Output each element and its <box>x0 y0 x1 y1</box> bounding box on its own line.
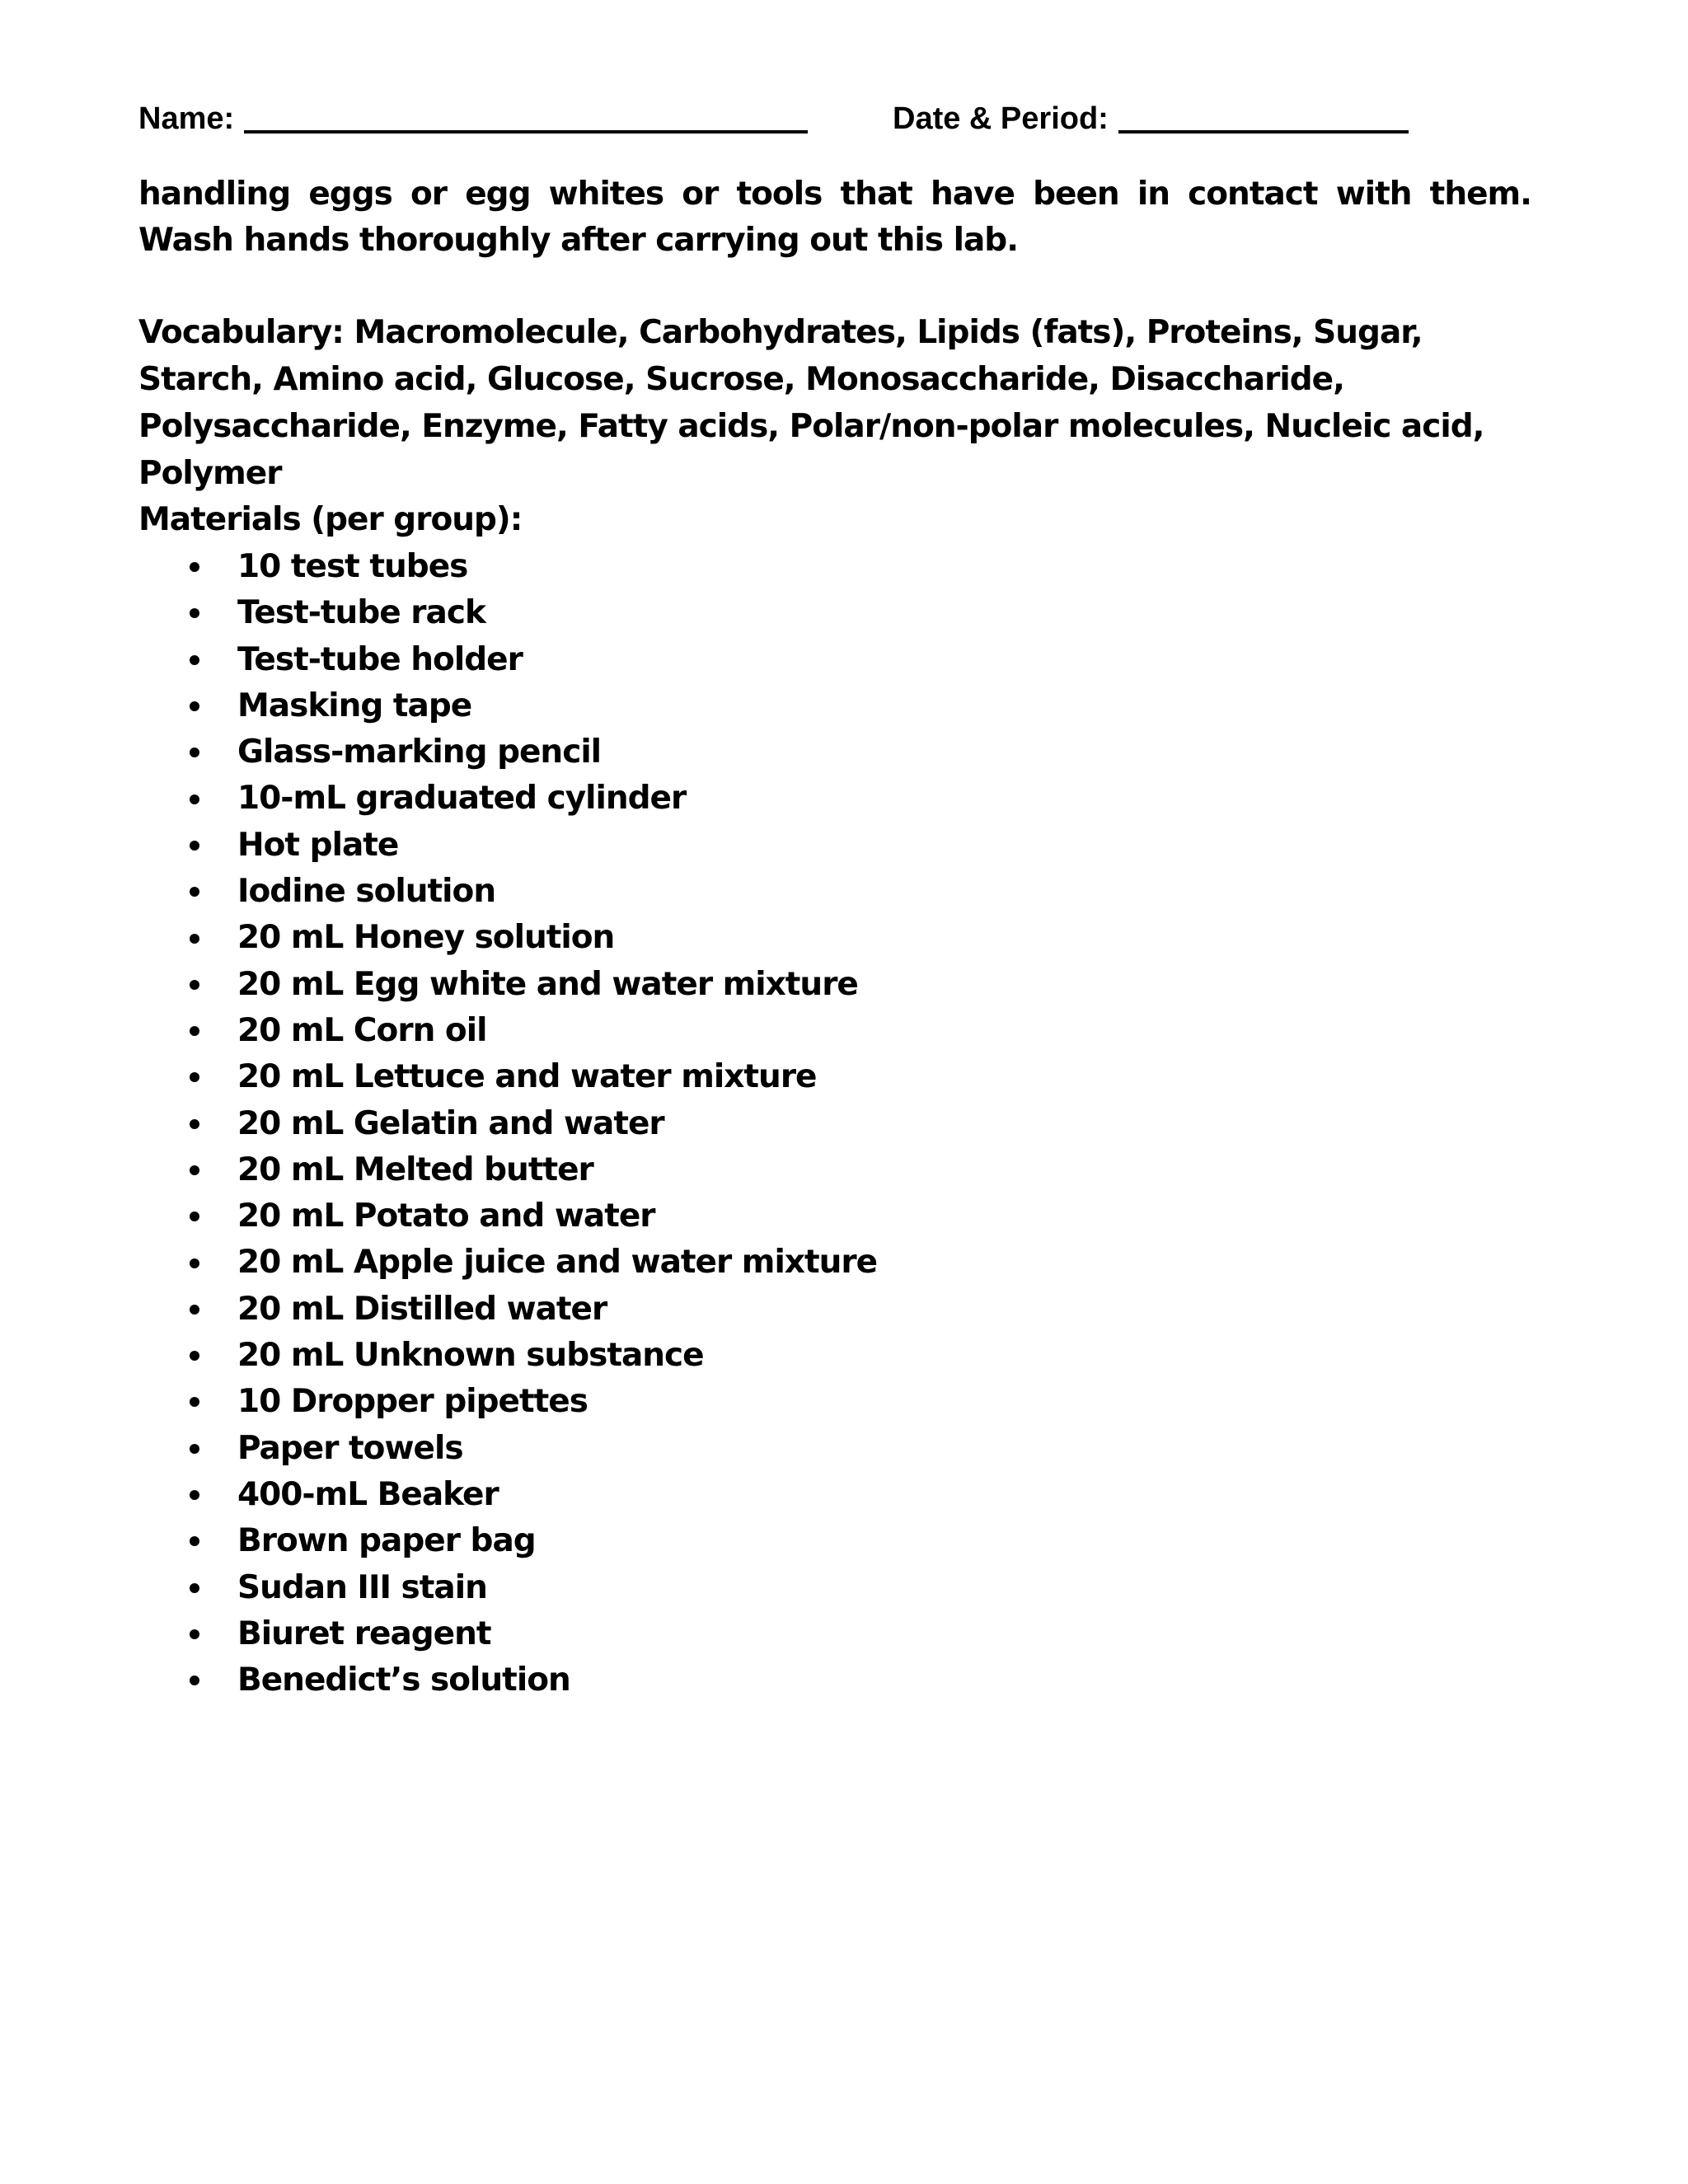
list-item <box>138 869 877 915</box>
list-item <box>138 1657 877 1704</box>
worksheet-header <box>138 97 1540 143</box>
date-period-field <box>893 97 1409 138</box>
list-item <box>138 915 877 961</box>
safety-paragraph: handling eggs or egg whites or tools that have been in contact with them. Wash hands thoroughly after carrying out this lab. <box>138 176 1531 259</box>
bullet-icon <box>190 1675 199 1685</box>
list-item-label: 20 mL Gelatin and water <box>237 1104 664 1142</box>
list-item-label: Brown paper bag <box>237 1522 536 1560</box>
list-item-label: 10 Dropper pipettes <box>237 1383 588 1421</box>
list-item-label: Sudan III stain <box>237 1568 487 1606</box>
list-item <box>138 823 877 869</box>
list-item-label: 10-mL graduated cylinder <box>237 780 687 818</box>
list-item <box>138 1611 877 1657</box>
list-item-label: 20 mL Apple juice and water mixture <box>237 1244 878 1282</box>
list-item-label: Test-tube holder <box>237 640 523 678</box>
bullet-icon <box>190 1258 199 1268</box>
materials-heading: Materials (per group): <box>138 501 523 538</box>
bullet-icon <box>190 794 199 804</box>
list-item <box>138 1286 877 1333</box>
bullet-icon <box>190 1165 199 1175</box>
list-item <box>138 544 877 590</box>
name-field <box>138 97 808 138</box>
list-item-label: 10 test tubes <box>237 548 468 585</box>
list-item <box>138 776 877 822</box>
list-item-label: 20 mL Egg white and water mixture <box>237 965 858 1003</box>
list-item-label: Glass-marking pencil <box>237 733 602 771</box>
list-item <box>138 683 877 729</box>
bullet-icon <box>190 701 199 711</box>
list-item <box>138 1147 877 1193</box>
bullet-icon <box>190 1026 199 1036</box>
list-item <box>138 962 877 1008</box>
bullet-icon <box>190 1119 199 1129</box>
list-item <box>138 1333 877 1379</box>
list-item-label: 400-mL Beaker <box>237 1475 499 1513</box>
list-item-label: Biuret reagent <box>237 1615 491 1652</box>
list-item-label: Test-tube rack <box>237 594 485 632</box>
list-item-label: 20 mL Unknown substance <box>237 1337 704 1375</box>
bullet-icon <box>190 1629 199 1639</box>
list-item-label: Hot plate <box>237 826 399 864</box>
bullet-icon <box>190 1536 199 1546</box>
list-item <box>138 1518 877 1564</box>
bullet-icon <box>190 1305 199 1315</box>
bullet-icon <box>190 655 199 665</box>
bullet-icon <box>190 1583 199 1593</box>
list-item-label: Paper towels <box>237 1429 463 1467</box>
list-item <box>138 1054 877 1100</box>
bullet-icon <box>190 887 199 897</box>
bullet-icon <box>190 1444 199 1454</box>
bullet-icon <box>190 1397 199 1407</box>
list-item <box>138 729 877 776</box>
bullet-icon <box>190 934 199 944</box>
date-period-blank-line[interactable] <box>1118 97 1409 134</box>
materials-list <box>138 544 877 1704</box>
bullet-icon <box>190 608 199 618</box>
bullet-icon <box>190 1490 199 1500</box>
list-item-label: Benedict’s solution <box>237 1661 570 1699</box>
list-item-label: 20 mL Potato and water <box>237 1197 655 1235</box>
date-period-label: Date & Period: <box>893 101 1109 136</box>
bullet-icon <box>190 841 199 851</box>
list-item-label: 20 mL Corn oil <box>237 1011 487 1049</box>
list-item <box>138 1193 877 1240</box>
bullet-icon <box>190 1351 199 1361</box>
bullet-icon <box>190 980 199 990</box>
list-item <box>138 1008 877 1054</box>
list-item-label: 20 mL Distilled water <box>237 1290 607 1328</box>
name-label: Name: <box>138 101 235 136</box>
list-item <box>138 590 877 636</box>
bullet-icon <box>190 1072 199 1082</box>
vocabulary-paragraph: Vocabulary: Macromolecule, Carbohydrates, Lipids (fats), Proteins, Sugar, Starch, Amino acid, Glucose, Sucrose, Monosaccharide, Disaccharide, Polysaccharide, Enzyme, Fatty acids, Polar/non-polar molecules, Nucleic acid, Polymer <box>138 314 1484 492</box>
list-item <box>138 1101 877 1147</box>
list-item-label: Masking tape <box>237 687 472 724</box>
name-blank-line[interactable] <box>244 97 808 134</box>
bullet-icon <box>190 748 199 757</box>
list-item <box>138 1472 877 1518</box>
bullet-icon <box>190 1212 199 1221</box>
list-item-label: Iodine solution <box>237 873 496 911</box>
list-item <box>138 1379 877 1425</box>
bullet-icon <box>190 562 199 572</box>
list-item <box>138 1565 877 1611</box>
list-item-label: 20 mL Honey solution <box>237 919 615 957</box>
list-item-label: 20 mL Lettuce and water mixture <box>237 1058 817 1096</box>
list-item <box>138 1426 877 1472</box>
list-item <box>138 1240 877 1286</box>
list-item <box>138 637 877 683</box>
list-item-label: 20 mL Melted butter <box>237 1151 593 1188</box>
